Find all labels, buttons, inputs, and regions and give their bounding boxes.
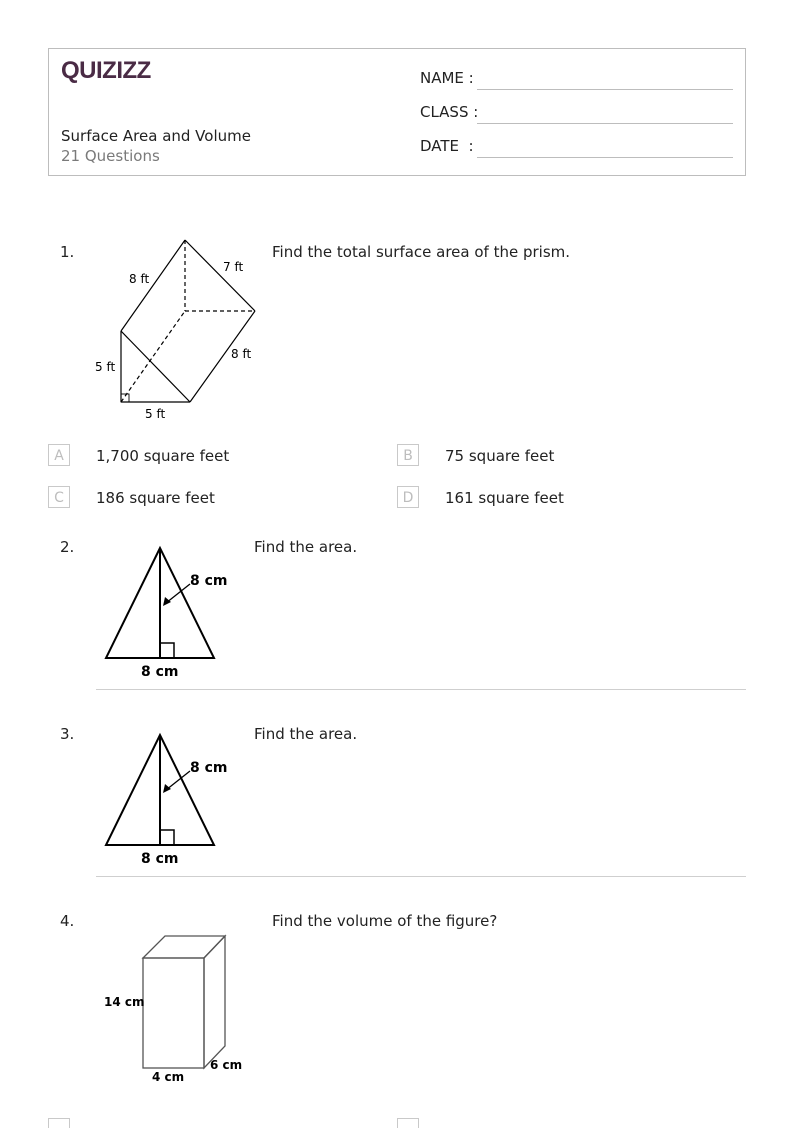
option-a-text[interactable]: 1,700 square feet [96,447,230,465]
name-label: NAME : [420,69,474,87]
triangle-figure-q3 [98,727,238,869]
question-4-text: Find the volume of the figure? [272,912,498,930]
option-d-box[interactable]: D [397,486,419,508]
question-3-text: Find the area. [254,725,358,743]
prism-label-top-edge: 8 ft [129,272,150,286]
question-2-text: Find the area. [254,538,358,556]
option-box-partial[interactable] [397,1118,419,1128]
rectangular-prism-figure [98,928,248,1090]
question-1-number: 1. [60,243,75,261]
option-b-text[interactable]: 75 square feet [445,447,555,465]
question-divider [96,689,746,690]
name-field[interactable] [477,89,733,90]
quizizz-logo: QUIZIZZ [61,57,151,84]
prism-label-base: 5 ft [145,407,166,421]
prism-label-right-edge: 8 ft [231,347,252,361]
class-field[interactable] [477,123,733,124]
date-label: DATE : [420,137,474,155]
option-a-box[interactable]: A [48,444,70,466]
triangle-figure-q2 [98,540,238,682]
triangular-prism-figure [90,232,270,427]
triangle-q3-base-label: 8 cm [141,851,179,867]
question-4-number: 4. [60,912,75,930]
option-d-text[interactable]: 161 square feet [445,489,564,507]
triangle-q2-height-label: 8 cm [190,573,228,589]
option-c-box[interactable]: C [48,486,70,508]
triangle-q3-height-label: 8 cm [190,760,228,776]
option-c-text[interactable]: 186 square feet [96,489,215,507]
question-3-number: 3. [60,725,75,743]
prism-label-height: 5 ft [95,360,116,374]
box-width-label: 4 cm [152,1070,185,1084]
option-b-box[interactable]: B [397,444,419,466]
question-count: 21 Questions [61,147,160,165]
prism-label-right-top: 7 ft [223,260,244,274]
option-box-partial[interactable] [48,1118,70,1128]
box-height-label: 14 cm [104,995,145,1009]
worksheet-title: Surface Area and Volume [61,127,251,145]
question-1-text: Find the total surface area of the prism. [272,243,571,261]
box-depth-label: 6 cm [210,1058,243,1072]
question-divider [96,876,746,877]
worksheet-header [48,48,746,176]
class-label: CLASS : [420,103,479,121]
question-2-number: 2. [60,538,75,556]
triangle-q2-base-label: 8 cm [141,664,179,680]
date-field[interactable] [477,157,733,158]
